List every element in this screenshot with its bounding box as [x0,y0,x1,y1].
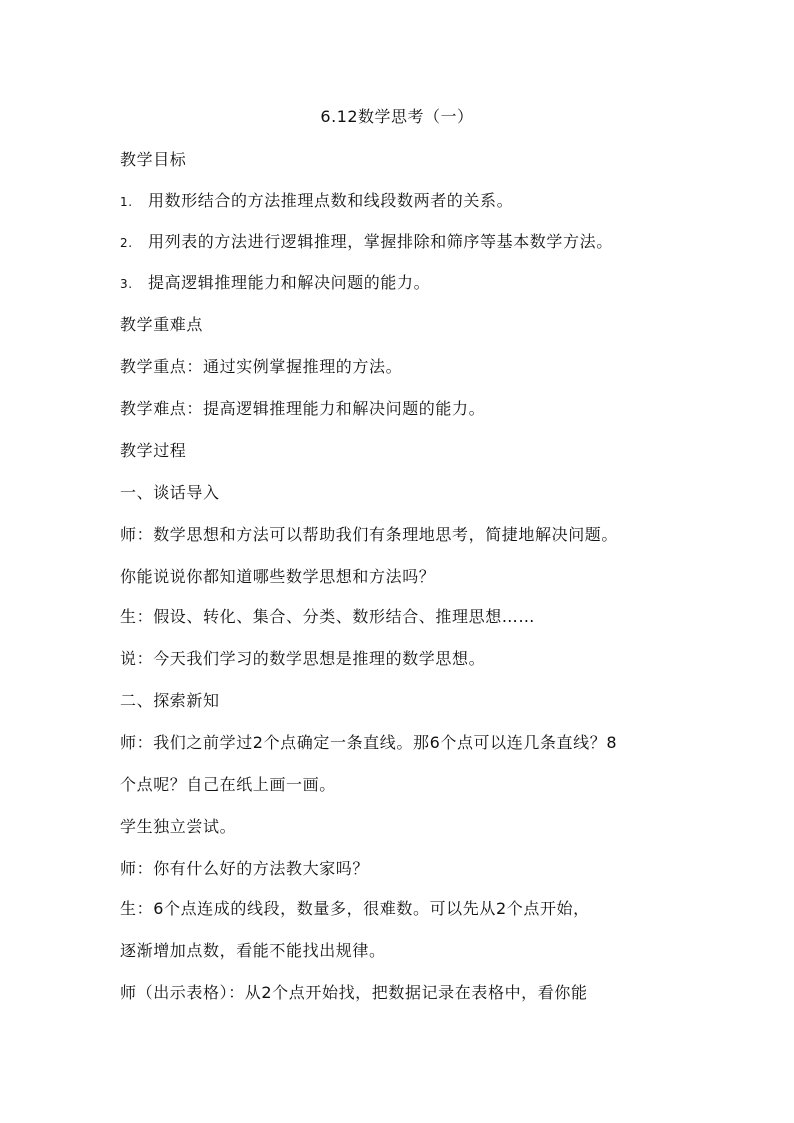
objective-text: 用数形结合的方法推理点数和线段数两者的关系。 [148,191,514,210]
objective-item [120,272,430,295]
paragraph-line: 生：6个点连成的线段，数量多，很难数。可以先从2个点开始， [120,899,590,918]
key-point: 教学重点：通过实例掌握推理的方法。 [120,357,403,376]
objective-text: 用列表的方法进行逻辑推理，掌握排除和筛序等基本数学方法。 [148,232,613,251]
paragraph-line: 师：我们之前学过2个点确定一条直线。那6个点可以连几条直线？8 [120,733,618,752]
part1-heading: 一、谈话导入 [120,483,220,502]
document-title: 6.12数学思考（一） [320,107,474,126]
paragraph-line: 师：你有什么好的方法教大家吗？ [120,859,370,878]
objectives-heading: 教学目标 [120,150,187,169]
objective-number: 1. [120,195,133,209]
objective-text: 提高逻辑推理能力和解决问题的能力。 [148,273,431,292]
paragraph-line: 你能说说你都知道哪些数学思想和方法吗？ [120,567,436,586]
paragraph-line: 学生独立尝试。 [120,817,237,836]
process-heading: 教学过程 [120,441,187,460]
paragraph-line: 师：数学思想和方法可以帮助我们有条理地思考，简捷地解决问题。 [120,525,619,544]
objective-number: 2. [120,236,133,250]
difficult-point: 教学难点：提高逻辑推理能力和解决问题的能力。 [120,399,486,418]
key-points-heading: 教学重难点 [120,315,204,334]
paragraph-line: 说：今天我们学习的数学思想是推理的数学思想。 [120,649,486,668]
objective-item [120,190,513,213]
objective-item [120,231,613,254]
part2-heading: 二、探索新知 [120,691,220,710]
paragraph-line: 个点呢？自己在纸上画一画。 [120,775,336,794]
objective-number: 3. [120,277,133,291]
paragraph-line: 逐渐增加点数，看能不能找出规律。 [120,941,386,960]
paragraph-line: 师（出示表格）：从2个点开始找，把数据记录在表格中，看你能 [120,983,588,1002]
paragraph-line: 生：假设、转化、集合、分类、数形结合、推理思想…… [120,607,536,626]
